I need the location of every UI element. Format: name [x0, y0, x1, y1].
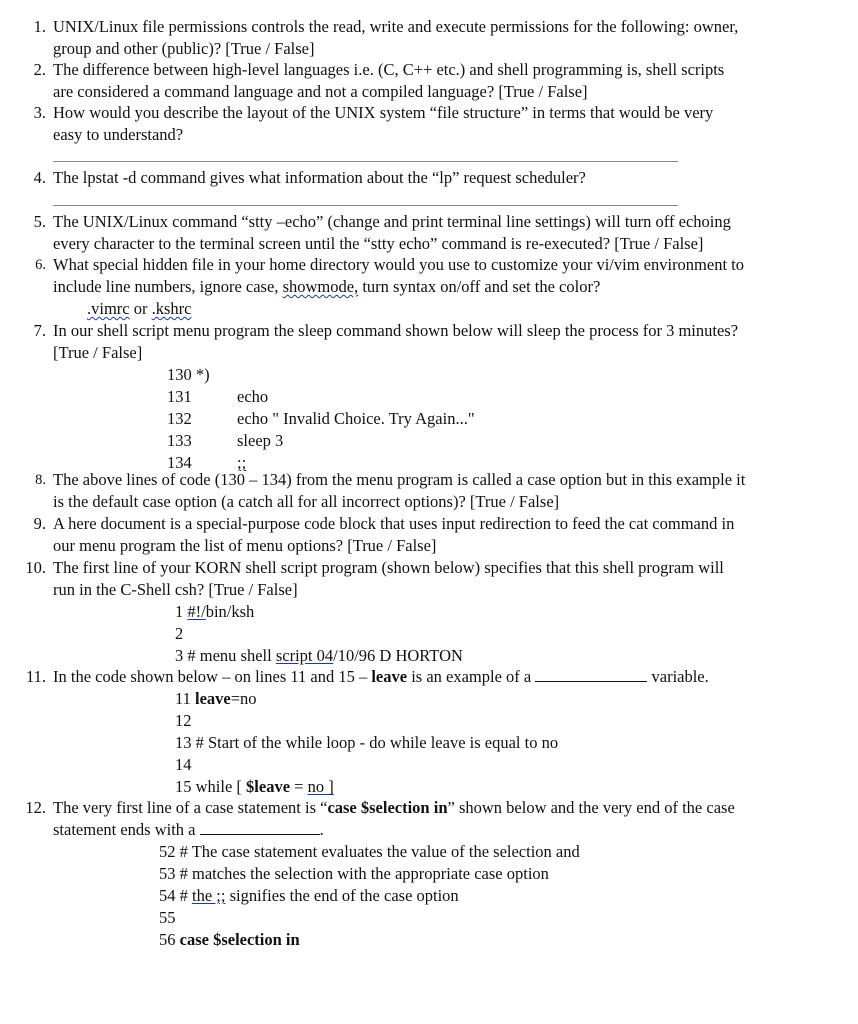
question-text: The UNIX/Linux command “stty –echo” (change and print terminal line settings) will turn off echoing every character to the terminal screen until the “stty echo” command is re-executed? [True / False] — [53, 212, 731, 253]
code-block-q11 — [175, 688, 558, 798]
code-line: 2 — [175, 624, 184, 643]
question-text: A here document is a special-purpose code block that uses input redirection to feed the cat command in our menu program the list of menu options? [True / False] — [53, 514, 735, 555]
question-text: In our shell script menu program the sleep command shown below will sleep the process for 3 minutes? [True / False] — [53, 321, 739, 362]
question-text: What special hidden file in your home directory would you use to customize your vi/vim environment to include line numbers, ignore case, showmode, turn syntax on/off and set the color? — [53, 255, 745, 296]
code-line: 54 # the ;; signifies the end of the case option — [159, 886, 459, 905]
question-text: How would you describe the layout of the UNIX system “file structure” in terms that would be very easy to understand? — [53, 103, 714, 144]
question-number: 3. — [33, 103, 46, 122]
question-number: 5. — [33, 212, 46, 231]
question-number: 12. — [25, 798, 46, 817]
code-line: 132 echo " Invalid Choice. Try Again..." — [167, 409, 475, 428]
fill-in-blank — [535, 667, 647, 682]
question-number: 10. — [25, 558, 46, 577]
spellcheck-word: showmode, — [282, 277, 359, 296]
question-number: 8. — [35, 472, 46, 488]
question-number: 11. — [25, 667, 46, 686]
question-text: The first line of your KORN shell script program (shown below) specifies that this shell program will run in the C-Shell csh? [True / False] — [53, 558, 724, 599]
code-line: 130 *) — [167, 365, 210, 384]
code-block-q7 — [167, 364, 475, 474]
code-line: 15 while [ $leave = no ] — [175, 777, 334, 796]
code-line: 11 leave=no — [175, 689, 257, 708]
question-text: The difference between high-level languages i.e. (C, C++ etc.) and shell programming is, shell scripts are considered a command language and not a compiled language? [True / False] — [53, 60, 725, 101]
code-block-q10 — [175, 601, 463, 667]
code-line: 53 # matches the selection with the appropriate case option — [159, 864, 549, 883]
question-text: The above lines of code (130 – 134) from the menu program is called a case option but in this example it is the default case option (a catch all for all incorrect options)? [True / False] — [53, 470, 746, 511]
code-line: 55 — [159, 908, 176, 927]
code-line: 13 # Start of the while loop - do while leave is equal to no — [175, 733, 559, 752]
question-text: The lpstat -d command gives what information about the “lp” request scheduler? — [53, 168, 586, 187]
code-line: 14 — [175, 755, 192, 774]
code-line: 3 # menu shell script 04/10/96 D HORTON — [175, 646, 463, 665]
code-line: 133 sleep 3 — [167, 431, 284, 450]
code-block-q12 — [159, 841, 580, 951]
question-text: The very first line of a case statement is “case $selection in” shown below and the very end of the case statement ends with a . — [53, 798, 735, 839]
question-number: 7. — [33, 321, 46, 340]
code-line: 134 ;; — [167, 453, 247, 472]
question-number: 6. — [35, 257, 46, 273]
question-text: In the code shown below – on lines 11 and 15 – leave is an example of a variable. — [53, 667, 709, 686]
answer-line — [53, 205, 678, 206]
answer-text: .vimrc or .kshrc — [87, 299, 192, 318]
question-number: 9. — [33, 514, 46, 533]
answer-line — [53, 161, 678, 162]
fill-in-blank — [200, 820, 320, 835]
code-line: 12 — [175, 711, 192, 730]
code-line: 131 echo — [167, 387, 269, 406]
code-line: 52 # The case statement evaluates the value of the selection and — [159, 842, 580, 861]
code-line: 56 case $selection in — [159, 930, 300, 949]
question-text: UNIX/Linux file permissions controls the read, write and execute permissions for the following: owner, group and other (public)? [True / False] — [53, 17, 739, 58]
question-number: 4. — [33, 168, 46, 187]
question-number: 2. — [33, 60, 46, 79]
question-number: 1. — [33, 17, 46, 36]
code-line: 1 #!/bin/ksh — [175, 602, 255, 621]
